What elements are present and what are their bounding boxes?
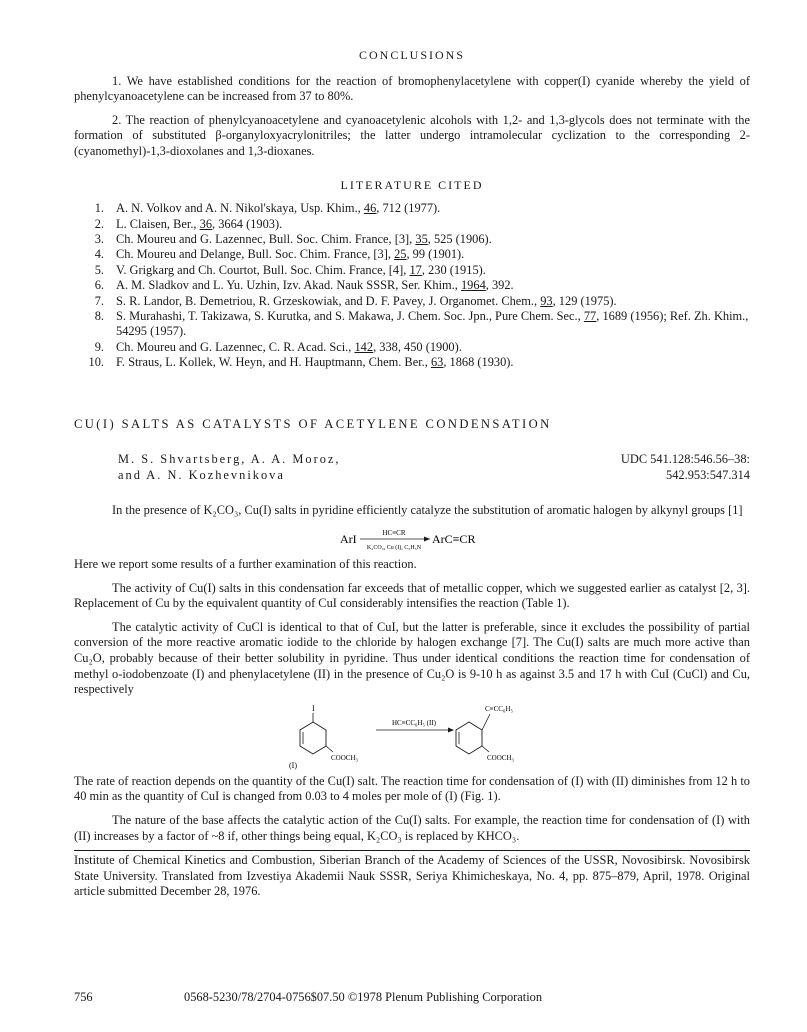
authors-line-1: M. S. Shvartsberg, A. A. Moroz, bbox=[118, 452, 341, 467]
article-paragraph-5: The rate of reaction depends on the quantity of the Cu(I) salt. The reaction time for condensation of (I) with (II) diminishes from 12 h to 40 min as the quantity of CuI is changed from 0.03 to 4 moles per mole of (I) (Fig. 1). bbox=[74, 773, 750, 804]
reference-item bbox=[74, 294, 750, 309]
reference-number: 3. bbox=[94, 231, 104, 246]
product-ring bbox=[456, 722, 482, 754]
reference-text: Ch. Moureu and G. Lazennec, Bull. Soc. Chim. France, [3], 35, 525 (1906). bbox=[116, 231, 492, 246]
authors bbox=[74, 452, 341, 483]
scheme-graphic bbox=[74, 702, 750, 770]
page-body bbox=[74, 48, 750, 900]
reference-number: 10. bbox=[88, 355, 104, 370]
reference-text: Ch. Moureu and G. Lazennec, C. R. Acad. Sci., 142, 338, 450 (1900). bbox=[116, 339, 462, 354]
article-paragraph-1: In the presence of K₂CO₃, Cu(I) salts in pyridine efficiently catalyze the substitution of aromatic halogen by alkynyl groups [1] bbox=[112, 503, 743, 518]
reference-text: L. Claisen, Ber., 36, 3664 (1903). bbox=[116, 216, 283, 231]
reference-item bbox=[74, 247, 750, 262]
affiliation-footnote: Institute of Chemical Kinetics and Combustion, Siberian Branch of the Academy of Sciences of the USSR, Novosibirsk. Novosibirsk State University. Translated from Izvestiya Akademii Nauk SSSR, Seriya Khimicheskaya, No. 4, pp. 875–879, April, 1978. Original article submitted December 28, 1976. bbox=[74, 850, 750, 900]
product-alkyne: C≡CC₆H₅ bbox=[485, 704, 513, 713]
reference-item bbox=[74, 340, 750, 355]
product-ester: COOCH₃ bbox=[487, 753, 514, 762]
reference-number: 4. bbox=[94, 247, 104, 262]
reference-number: 5. bbox=[94, 262, 104, 277]
reference-number: 9. bbox=[94, 339, 104, 354]
eq-reagent-above: HC≡CR bbox=[382, 529, 406, 537]
article-paragraph-2: Here we report some results of a further examination of this reaction. bbox=[74, 557, 417, 571]
article-title: CU(I) SALTS AS CATALYSTS OF ACETYLENE CONDENSATION bbox=[74, 416, 552, 431]
udc-code bbox=[621, 452, 750, 483]
eq-left: ArI bbox=[340, 532, 357, 546]
page-number: 756 bbox=[74, 990, 93, 1004]
reference-text: A. N. Volkov and A. N. Nikol'skaya, Usp. Khim., 46, 712 (1977). bbox=[116, 201, 441, 216]
eq-reagent-below: K₂CO₃, Cu (I), C₅H₅N bbox=[366, 545, 422, 551]
reference-number: 8. bbox=[94, 309, 104, 323]
udc-line-1: UDC 541.128:546.56–38: bbox=[620, 452, 750, 467]
reference-item bbox=[74, 263, 750, 278]
reaction-scheme bbox=[74, 702, 750, 770]
conclusion-2: 2. The reaction of phenylcyanoacetylene and cyanoacetylenic alcohols with 1,2- and 1,3-glycols does not terminate with the formation of substituted β-organyloxyacrylonitriles; the latter undergo intramolecular cyclization to the corresponding 2-(cyanomethyl)-1,3-dioxolanes and 1,3-dioxanes. bbox=[74, 112, 750, 158]
article-paragraph-3: The activity of Cu(I) salts in this condensation far exceeds that of metallic copper, which we suggested earlier as catalyst [2, 3]. Replacement of Cu by the equivalent quantity of CuI considerably intensifies the reaction (Table 1). bbox=[74, 580, 750, 611]
copyright-line: 0568-5230/78/2704-0756$07.50 ©1978 Plenum Publishing Corporation bbox=[184, 990, 543, 1004]
reference-item bbox=[74, 309, 750, 340]
page-footer bbox=[74, 990, 750, 1006]
substrate-ester: COOCH₃ bbox=[331, 753, 358, 762]
eq-right: ArC≡CR bbox=[432, 532, 476, 546]
article-paragraph-4: The catalytic activity of CuCl is identical to that of CuI, but the latter is preferable, since it excludes the possibility of partial conversion of the more reactive aromatic iodide to the chloride by halogen exchange [7]. The Cu(I) salts are much more active than Cu₂O, probably because of their better solubility in pyridine. Thus under identical conditions the reaction time for condensation of methyl o-iodobenzoate (I) and phenylacetylene (II) in the presence of Cu₂O is 9-10 h as against 3.5 and 17 h with CuI (CuCl) and Cu, respectively bbox=[74, 619, 750, 697]
udc-line-2: 542.953:547.314 bbox=[666, 467, 750, 482]
article-paragraph-6: The nature of the base affects the catalytic action of the Cu(I) salts. For example, the reaction time for condensation of (I) with (II) increases by a factor of ~8 if, other things being equal, K₂CO₃ is replaced by KHCO₃. bbox=[74, 812, 750, 843]
reference-text: S. Murahashi, T. Takizawa, S. Kurutka, and S. Makawa, J. Chem. Soc. Jpn., Pure Chem. Sec., 77, 1689 (1956); Ref. Zh. Khim., 54295 (1957). bbox=[116, 309, 749, 339]
reference-text: Ch. Moureu and Delange, Bull. Soc. Chim. France, [3], 25, 99 (1901). bbox=[116, 247, 465, 262]
conclusion-1: 1. We have established conditions for the reaction of bromophenylacetylene with copper(I) cyanide whereby the yield of phenylcyanoacetylene can be increased from 37 to 80%. bbox=[74, 73, 750, 104]
reference-text: F. Straus, L. Kollek, W. Heyn, and H. Hauptmann, Chem. Ber., 63, 1868 (1930). bbox=[116, 355, 514, 370]
substrate-label: (I) bbox=[289, 760, 297, 770]
byline bbox=[74, 452, 750, 483]
substrate-iodo: I bbox=[312, 703, 315, 713]
eq-arrowhead bbox=[424, 537, 430, 542]
reference-number: 6. bbox=[94, 278, 104, 293]
reference-number: 7. bbox=[94, 293, 104, 308]
reference-item bbox=[74, 232, 750, 247]
reference-text: V. Grigkarg and Ch. Courtot, Bull. Soc. Chim. France, [4], 17, 230 (1915). bbox=[116, 262, 486, 277]
authors-line-2: and A. N. Kozhevnikova bbox=[118, 467, 285, 482]
reference-number: 1. bbox=[94, 201, 104, 216]
reference-number: 2. bbox=[94, 216, 104, 231]
conclusions-heading: CONCLUSIONS bbox=[358, 48, 465, 62]
literature-heading: LITERATURE CITED bbox=[340, 177, 484, 192]
substrate-ring bbox=[300, 722, 326, 754]
reference-item bbox=[74, 201, 750, 216]
reference-item bbox=[74, 217, 750, 232]
reference-text: A. M. Sladkov and L. Yu. Uzhin, Izv. Akad. Nauk SSSR, Ser. Khim., 1964, 392. bbox=[116, 278, 514, 293]
reaction-equation bbox=[74, 523, 750, 553]
reference-item bbox=[74, 278, 750, 293]
reference-list bbox=[74, 201, 750, 370]
reference-item bbox=[74, 355, 750, 370]
reference-text: S. R. Landor, B. Demetriou, R. Grzeskowiak, and D. F. Pavey, J. Organomet. Chem., 93, 129 (1975). bbox=[116, 293, 617, 308]
equation-graphic bbox=[282, 523, 542, 553]
scheme-reagent: HC≡CC₆H₅ (II) bbox=[391, 718, 437, 727]
